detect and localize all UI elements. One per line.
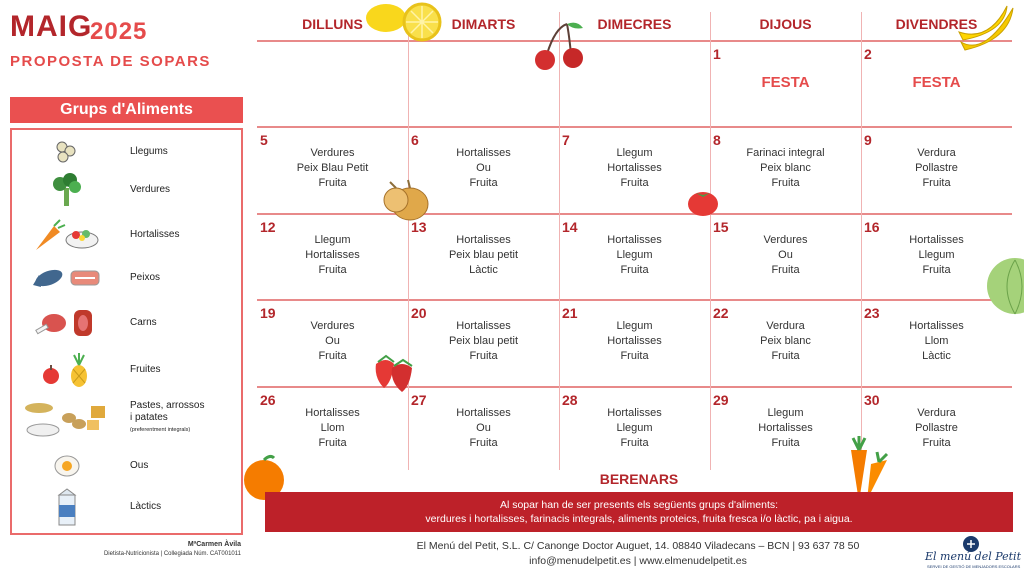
- group-label-legumes: Llegums: [130, 146, 168, 157]
- menu-item: Peix blanc: [760, 335, 811, 347]
- group-label-peixos: Peixos: [130, 272, 161, 283]
- menu-item: Fruita: [771, 177, 800, 189]
- menu-item: Llom: [320, 422, 345, 434]
- day-header: DIMECRES: [597, 16, 672, 32]
- menu-item: Peix blau petit: [448, 335, 519, 347]
- day-header: DIVENDRES: [895, 16, 978, 32]
- menu-cell: [559, 233, 710, 278]
- group-row-fruites: [12, 350, 241, 390]
- menu-item: Hortalisses: [607, 407, 662, 419]
- menu-cell: [861, 319, 1012, 364]
- menu-item: Verdura: [917, 407, 956, 419]
- menu-item: Fruita: [318, 437, 347, 449]
- menu-item: Hortalisses: [758, 422, 813, 434]
- menu-item: Llegum: [616, 422, 653, 434]
- day-number: 7: [562, 132, 570, 148]
- row-divider: [257, 299, 1012, 301]
- month-title: MAIG: [10, 10, 93, 43]
- menu-item: Hortalisses: [909, 234, 964, 246]
- strawberries-icon: [370, 352, 416, 394]
- fish-icon: [12, 258, 122, 298]
- day-number: 28: [562, 392, 578, 408]
- menu-item: Verdures: [310, 147, 355, 159]
- day-header: DILLUNS: [302, 16, 363, 32]
- menu-item: Peix blau petit: [448, 249, 519, 261]
- menu-item: Fruita: [771, 437, 800, 449]
- menu-item: Fruita: [922, 177, 951, 189]
- food-groups-header: Grups d'Aliments: [10, 97, 243, 123]
- lemon-icon: [362, 0, 444, 44]
- menu-cell: [861, 146, 1012, 191]
- menu-item: Hortalisses: [909, 320, 964, 332]
- menu-item: Hortalisses: [607, 234, 662, 246]
- menu-cell: [710, 233, 861, 278]
- cabbage-icon: [985, 256, 1024, 318]
- menu-item: Llegum: [616, 249, 653, 261]
- carrot-salad-icon: [12, 215, 122, 255]
- menu-item: Fruita: [620, 264, 649, 276]
- company-address: El Menú del Petit, S.L. C/ Canonge Doctor Auguet, 14. 08840 Viladecans – BCN | 93 637 78 50: [416, 540, 860, 552]
- meat-icon: [12, 303, 122, 343]
- menu-item: Pollastre: [915, 422, 958, 434]
- page-subtitle: PROPOSTA DE SOPARS: [10, 53, 211, 70]
- group-label-pastes: [130, 400, 204, 436]
- day-number: 27: [411, 392, 427, 408]
- menu-item: Hortalisses: [607, 162, 662, 174]
- company-logo: [925, 535, 1020, 573]
- menu-item: Llegum: [314, 234, 351, 246]
- group-label-lactics: Làctics: [130, 501, 162, 512]
- menu-item: Verdures: [763, 234, 808, 246]
- day-number: 2: [864, 46, 872, 62]
- day-header: DIMARTS: [451, 16, 516, 32]
- group-row-lactics: [12, 487, 241, 527]
- egg-icon: [12, 446, 122, 486]
- day-number: 23: [864, 305, 880, 321]
- day-number: 19: [260, 305, 276, 321]
- day-header: DIJOUS: [759, 16, 812, 32]
- day-number: 15: [713, 219, 729, 235]
- fruit-icon: [12, 350, 122, 390]
- tomato-icon: [686, 187, 720, 217]
- day-number: 13: [411, 219, 427, 235]
- menu-cell: [257, 233, 408, 278]
- group-row-carns: [12, 303, 241, 343]
- banner-line-2: verdures i hortalisses, farinacis integrals, aliments proteics, fruita fresca i/o làctic, pa i aigua.: [425, 513, 853, 525]
- menu-cell: [257, 406, 408, 451]
- day-number: 9: [864, 132, 872, 148]
- menu-item: Fruita: [922, 437, 951, 449]
- menu-cell: [408, 233, 559, 278]
- bananas-icon: [955, 2, 1021, 58]
- legumes-icon: [12, 132, 122, 172]
- menu-item: Làctic: [469, 264, 498, 276]
- day-number: 12: [260, 219, 276, 235]
- group-label-carns: Carns: [130, 317, 157, 328]
- day-number: 26: [260, 392, 276, 408]
- group-label-pastes-text: Pastes, arrossos i patates: [130, 400, 205, 423]
- group-label-fruites: Fruites: [130, 364, 161, 375]
- logo-text: El menú del Petit: [925, 550, 1021, 563]
- menu-cell: [710, 406, 861, 451]
- day-number: 30: [864, 392, 880, 408]
- day-number: 22: [713, 305, 729, 321]
- group-row-legumes: [12, 132, 241, 172]
- berenars-title: BERENARS: [599, 471, 679, 487]
- menu-item: Ou: [476, 422, 491, 434]
- group-row-verdures: [12, 170, 241, 210]
- menu-item: Farinaci integral: [746, 147, 825, 159]
- day-number: 21: [562, 305, 578, 321]
- pasta-rice-potato-icon: [12, 398, 122, 438]
- menu-cell: [559, 319, 710, 364]
- menu-item: Ou: [325, 335, 340, 347]
- company-contact[interactable]: info@menudelpetit.es | www.elmenudelpetit.es: [529, 555, 747, 567]
- menu-item: Hortalisses: [456, 234, 511, 246]
- menu-item: Llegum: [616, 320, 653, 332]
- menu-item: Fruita: [469, 437, 498, 449]
- day-number: 8: [713, 132, 721, 148]
- day-number: 14: [562, 219, 578, 235]
- year-title: 2025: [90, 18, 148, 45]
- menu-item: Peix Blau Petit: [296, 162, 369, 174]
- menu-item: Hortalisses: [305, 249, 360, 261]
- group-label-hortalisses: Hortalisses: [130, 229, 180, 240]
- holiday-label: FESTA: [761, 74, 810, 91]
- group-label-verdures: Verdures: [130, 184, 171, 195]
- menu-cell: [710, 146, 861, 191]
- menu-item: Fruita: [620, 437, 649, 449]
- day-number: 5: [260, 132, 268, 148]
- menu-item: Fruita: [620, 350, 649, 362]
- onions-icon: [378, 178, 434, 224]
- group-row-hortalisses: [12, 215, 241, 255]
- day-number: 6: [411, 132, 419, 148]
- menu-item: Llegum: [616, 147, 653, 159]
- menu-item: Pollastre: [915, 162, 958, 174]
- holiday-label: FESTA: [912, 74, 961, 91]
- menu-cell: [710, 319, 861, 364]
- menu-item: Fruita: [771, 350, 800, 362]
- menu-item: Fruita: [469, 350, 498, 362]
- day-number: 29: [713, 392, 729, 408]
- menu-cell: [408, 319, 559, 364]
- author-role: Dietista-Nutricionista | Collegiada Núm. CAT001011: [103, 551, 241, 557]
- menu-item: Peix blanc: [760, 162, 811, 174]
- menu-item: Llom: [924, 335, 949, 347]
- menu-item: Hortalisses: [456, 320, 511, 332]
- menu-item: Fruita: [469, 177, 498, 189]
- row-divider: [257, 213, 1012, 215]
- group-row-pastes: [12, 398, 241, 438]
- menu-item: Verdures: [310, 320, 355, 332]
- banner-line-1: Al sopar han de ser presents els següents grups d'aliments:: [499, 499, 779, 511]
- menu-item: Verdura: [917, 147, 956, 159]
- broccoli-icon: [12, 170, 122, 210]
- menu-item: Hortalisses: [305, 407, 360, 419]
- day-number: 1: [713, 46, 721, 62]
- day-number: 20: [411, 305, 427, 321]
- menu-item: Fruita: [771, 264, 800, 276]
- milk-icon: [12, 487, 122, 527]
- menu-item: Fruita: [318, 350, 347, 362]
- menu-item: Ou: [476, 162, 491, 174]
- menu-cell: [408, 406, 559, 451]
- logo-subtext: SERVEI DE GESTIÓ DE MENJADORS ESCOLARS: [927, 564, 1021, 569]
- group-row-ous: [12, 446, 241, 486]
- menu-item: Llegum: [918, 249, 955, 261]
- menu-item: Fruita: [318, 264, 347, 276]
- calendar-grid: [257, 0, 1012, 470]
- menu-item: Llegum: [767, 407, 804, 419]
- menu-item: Fruita: [318, 177, 347, 189]
- row-divider: [257, 126, 1012, 128]
- food-groups-legend: [10, 128, 243, 535]
- menu-item: Fruita: [620, 177, 649, 189]
- menu-item: Hortalisses: [456, 147, 511, 159]
- menu-cell: [559, 146, 710, 191]
- dinner-guidelines-banner: [265, 492, 1013, 532]
- menu-item: Hortalisses: [456, 407, 511, 419]
- menu-item: Verdura: [766, 320, 805, 332]
- author-name: MªCarmen Àvila: [187, 541, 241, 548]
- menu-item: Ou: [778, 249, 793, 261]
- group-note-pastes: (preferentment integrals): [130, 427, 191, 433]
- cherries-icon: [531, 18, 587, 74]
- group-label-ous: Ous: [130, 460, 149, 471]
- day-number: 16: [864, 219, 880, 235]
- menu-item: Fruita: [922, 264, 951, 276]
- menu-cell: [559, 406, 710, 451]
- group-row-peixos: [12, 258, 241, 298]
- menu-item: Làctic: [922, 350, 951, 362]
- menu-item: Hortalisses: [607, 335, 662, 347]
